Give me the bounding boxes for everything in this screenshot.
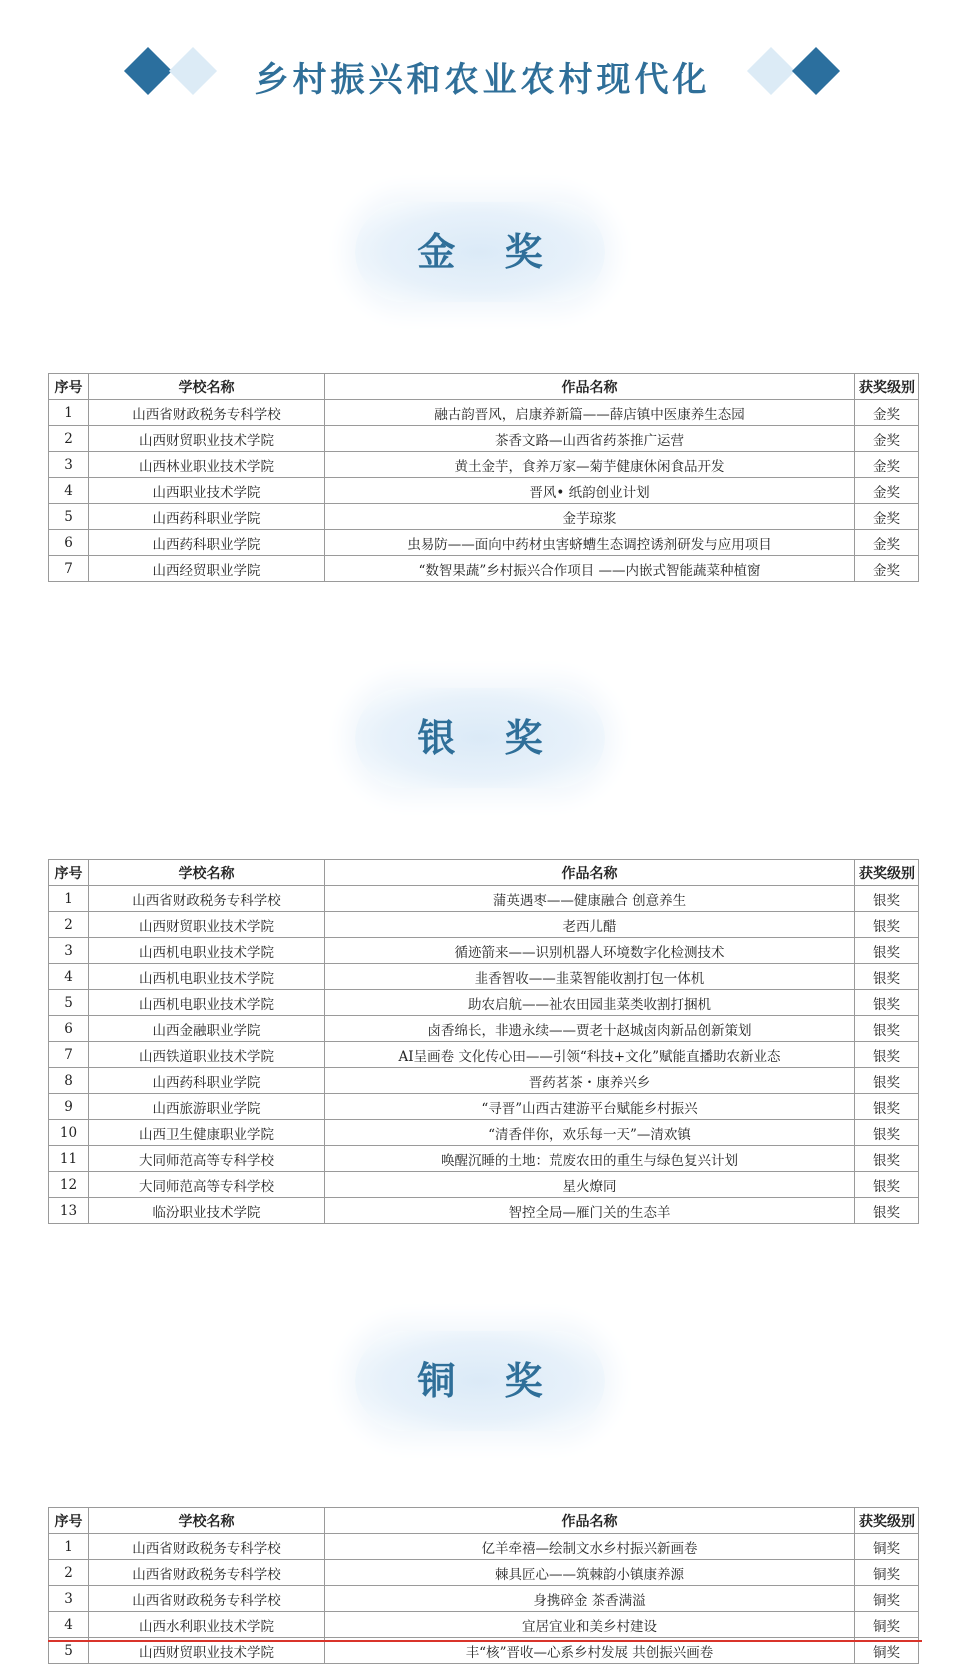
cell-work-title: 金芋琼浆 xyxy=(325,504,855,530)
cell-award-level: 铜奖 xyxy=(855,1586,919,1612)
cell-index: 3 xyxy=(49,452,89,478)
header-work-title: 作品名称 xyxy=(325,374,855,400)
cell-index: 4 xyxy=(49,1612,89,1638)
cell-award-level: 铜奖 xyxy=(855,1638,919,1664)
cell-school-name: 山西财贸职业技术学院 xyxy=(89,426,325,452)
cell-work-title: 虫易防——面向中药材虫害蛴螬生态调控诱剂研发与应用项目 xyxy=(325,530,855,556)
table-row xyxy=(49,1120,919,1146)
cell-award-level: 银奖 xyxy=(855,938,919,964)
table-row xyxy=(49,452,919,478)
table-header-row xyxy=(49,1508,919,1534)
cell-work-title: 黄土金芋，食养万家—菊芋健康休闲食品开发 xyxy=(325,452,855,478)
header-work-title: 作品名称 xyxy=(325,860,855,886)
table-row xyxy=(49,1560,919,1586)
cell-award-level: 金奖 xyxy=(855,452,919,478)
gold-award-heading xyxy=(355,202,605,302)
cell-work-title: 丰“核”晋收—心系乡村发展 共创振兴画卷 xyxy=(325,1638,855,1664)
table-row xyxy=(49,938,919,964)
cell-index: 7 xyxy=(49,556,89,582)
table-row xyxy=(49,1094,919,1120)
cell-index: 2 xyxy=(49,912,89,938)
table-row xyxy=(49,886,919,912)
cell-work-title: 晋风• 纸韵创业计划 xyxy=(325,478,855,504)
cell-award-level: 银奖 xyxy=(855,1172,919,1198)
cell-index: 6 xyxy=(49,1016,89,1042)
cell-work-title: 韭香智收——韭菜智能收割打包一体机 xyxy=(325,964,855,990)
cell-school-name: 山西省财政税务专科学校 xyxy=(89,1534,325,1560)
header-award-level: 获奖级别 xyxy=(855,860,919,886)
table-row xyxy=(49,400,919,426)
cell-school-name: 大同师范高等专科学校 xyxy=(89,1146,325,1172)
cell-school-name: 山西药科职业学院 xyxy=(89,1068,325,1094)
cell-index: 13 xyxy=(49,1198,89,1224)
cell-index: 1 xyxy=(49,886,89,912)
cell-award-level: 金奖 xyxy=(855,556,919,582)
cell-index: 3 xyxy=(49,938,89,964)
cell-work-title: AI呈画卷 文化传心田——引领“科技+文化”赋能直播助农新业态 xyxy=(325,1042,855,1068)
cell-work-title: 循迹箭来——识别机器人环境数字化检测技术 xyxy=(325,938,855,964)
cell-award-level: 银奖 xyxy=(855,1146,919,1172)
cell-school-name: 山西机电职业技术学院 xyxy=(89,964,325,990)
cell-work-title: 卤香绵长，非遗永续——贾老十赵城卤肉新品创新策划 xyxy=(325,1016,855,1042)
cell-index: 9 xyxy=(49,1094,89,1120)
table-row xyxy=(49,1198,919,1224)
cell-school-name: 大同师范高等专科学校 xyxy=(89,1172,325,1198)
table-header-row xyxy=(49,374,919,400)
gold-award-label: 金 奖 xyxy=(417,230,561,274)
table-row xyxy=(49,1586,919,1612)
table-row xyxy=(49,426,919,452)
silver-award-label: 银 奖 xyxy=(417,716,561,760)
cell-award-level: 金奖 xyxy=(855,400,919,426)
cell-index: 11 xyxy=(49,1146,89,1172)
cell-work-title: 星火燎同 xyxy=(325,1172,855,1198)
bronze-award-heading xyxy=(355,1331,605,1431)
table-row xyxy=(49,964,919,990)
table-row xyxy=(49,504,919,530)
silver-award-heading xyxy=(355,688,605,788)
cell-school-name: 山西药科职业学院 xyxy=(89,530,325,556)
cell-school-name: 山西省财政税务专科学校 xyxy=(89,886,325,912)
table-row xyxy=(49,1172,919,1198)
cell-award-level: 银奖 xyxy=(855,912,919,938)
cell-index: 10 xyxy=(49,1120,89,1146)
cell-school-name: 山西省财政税务专科学校 xyxy=(89,400,325,426)
cell-work-title: “数智果蔬”乡村振兴合作项目 ——内嵌式智能蔬菜种植窗 xyxy=(325,556,855,582)
page-title: 乡村振兴和农业农村现代化 xyxy=(254,60,711,100)
cell-school-name: 山西职业技术学院 xyxy=(89,478,325,504)
header-school-name: 学校名称 xyxy=(89,1508,325,1534)
cell-index: 1 xyxy=(49,400,89,426)
cell-school-name: 山西林业职业技术学院 xyxy=(89,452,325,478)
cell-index: 2 xyxy=(49,1560,89,1586)
cell-award-level: 铜奖 xyxy=(855,1534,919,1560)
header-award-level: 获奖级别 xyxy=(855,374,919,400)
cell-work-title: 唤醒沉睡的土地：荒废农田的重生与绿色复兴计划 xyxy=(325,1146,855,1172)
cell-school-name: 山西铁道职业技术学院 xyxy=(89,1042,325,1068)
header-work-title: 作品名称 xyxy=(325,1508,855,1534)
cell-work-title: 身携碎金 茶香满溢 xyxy=(325,1586,855,1612)
header-school-name: 学校名称 xyxy=(89,860,325,886)
red-underline-mark xyxy=(48,1640,922,1642)
cell-work-title: 老西儿醋 xyxy=(325,912,855,938)
cell-award-level: 金奖 xyxy=(855,426,919,452)
table-row xyxy=(49,1042,919,1068)
cell-award-level: 金奖 xyxy=(855,504,919,530)
cell-school-name: 山西金融职业学院 xyxy=(89,1016,325,1042)
cell-award-level: 银奖 xyxy=(855,886,919,912)
table-row xyxy=(49,530,919,556)
cell-school-name: 临汾职业技术学院 xyxy=(89,1198,325,1224)
cell-index: 4 xyxy=(49,478,89,504)
cell-school-name: 山西药科职业学院 xyxy=(89,504,325,530)
cell-index: 6 xyxy=(49,530,89,556)
cell-school-name: 山西财贸职业技术学院 xyxy=(89,912,325,938)
page-header xyxy=(0,42,965,112)
table-row xyxy=(49,556,919,582)
cell-award-level: 金奖 xyxy=(855,478,919,504)
bronze-award-label: 铜 奖 xyxy=(417,1359,561,1403)
cell-award-level: 银奖 xyxy=(855,1016,919,1042)
cell-award-level: 银奖 xyxy=(855,1042,919,1068)
table-row xyxy=(49,1534,919,1560)
cell-award-level: 金奖 xyxy=(855,530,919,556)
cell-award-level: 银奖 xyxy=(855,1094,919,1120)
cell-school-name: 山西水利职业技术学院 xyxy=(89,1612,325,1638)
cell-work-title: 宜居宜业和美乡村建设 xyxy=(325,1612,855,1638)
table-row xyxy=(49,912,919,938)
table-row xyxy=(49,1068,919,1094)
cell-index: 4 xyxy=(49,964,89,990)
table-row xyxy=(49,1612,919,1638)
cell-work-title: 蒲英遇枣——健康融合 创意养生 xyxy=(325,886,855,912)
cell-index: 7 xyxy=(49,1042,89,1068)
header-index: 序号 xyxy=(49,374,89,400)
cell-index: 2 xyxy=(49,426,89,452)
cell-school-name: 山西省财政税务专科学校 xyxy=(89,1586,325,1612)
cell-school-name: 山西卫生健康职业学院 xyxy=(89,1120,325,1146)
cell-index: 5 xyxy=(49,990,89,1016)
cell-award-level: 银奖 xyxy=(855,1120,919,1146)
cell-work-title: 茶香文路—山西省药茶推广运营 xyxy=(325,426,855,452)
cell-work-title: 融古韵晋风，启康养新篇——薛店镇中医康养生态园 xyxy=(325,400,855,426)
cell-school-name: 山西机电职业技术学院 xyxy=(89,990,325,1016)
cell-school-name: 山西省财政税务专科学校 xyxy=(89,1560,325,1586)
cell-school-name: 山西旅游职业学院 xyxy=(89,1094,325,1120)
table-row xyxy=(49,990,919,1016)
cell-index: 5 xyxy=(49,504,89,530)
cell-award-level: 银奖 xyxy=(855,1068,919,1094)
cell-work-title: 助农启航——祉农田园韭菜类收割打捆机 xyxy=(325,990,855,1016)
cell-school-name: 山西机电职业技术学院 xyxy=(89,938,325,964)
cell-work-title: 智控全局—雁门关的生态羊 xyxy=(325,1198,855,1224)
table-row xyxy=(49,478,919,504)
cell-index: 12 xyxy=(49,1172,89,1198)
cell-award-level: 银奖 xyxy=(855,1198,919,1224)
cell-award-level: 银奖 xyxy=(855,990,919,1016)
cell-index: 1 xyxy=(49,1534,89,1560)
cell-index: 8 xyxy=(49,1068,89,1094)
header-award-level: 获奖级别 xyxy=(855,1508,919,1534)
silver-award-table xyxy=(48,859,919,1224)
cell-work-title: 晋药茗茶・康养兴乡 xyxy=(325,1068,855,1094)
table-header-row xyxy=(49,860,919,886)
header-index: 序号 xyxy=(49,1508,89,1534)
cell-work-title: 棘具匠心——筑棘韵小镇康养源 xyxy=(325,1560,855,1586)
cell-work-title: 亿羊牵禧—绘制文水乡村振兴新画卷 xyxy=(325,1534,855,1560)
table-row xyxy=(49,1146,919,1172)
cell-index: 3 xyxy=(49,1586,89,1612)
cell-work-title: “清香伴你，欢乐每一天”—清欢镇 xyxy=(325,1120,855,1146)
cell-award-level: 铜奖 xyxy=(855,1612,919,1638)
cell-award-level: 铜奖 xyxy=(855,1560,919,1586)
cell-work-title: “寻晋”山西古建游平台赋能乡村振兴 xyxy=(325,1094,855,1120)
cell-index: 5 xyxy=(49,1638,89,1664)
cell-award-level: 银奖 xyxy=(855,964,919,990)
table-row xyxy=(49,1016,919,1042)
cell-school-name: 山西经贸职业学院 xyxy=(89,556,325,582)
header-index: 序号 xyxy=(49,860,89,886)
gold-award-table xyxy=(48,373,919,582)
cell-school-name: 山西财贸职业技术学院 xyxy=(89,1638,325,1664)
header-school-name: 学校名称 xyxy=(89,374,325,400)
